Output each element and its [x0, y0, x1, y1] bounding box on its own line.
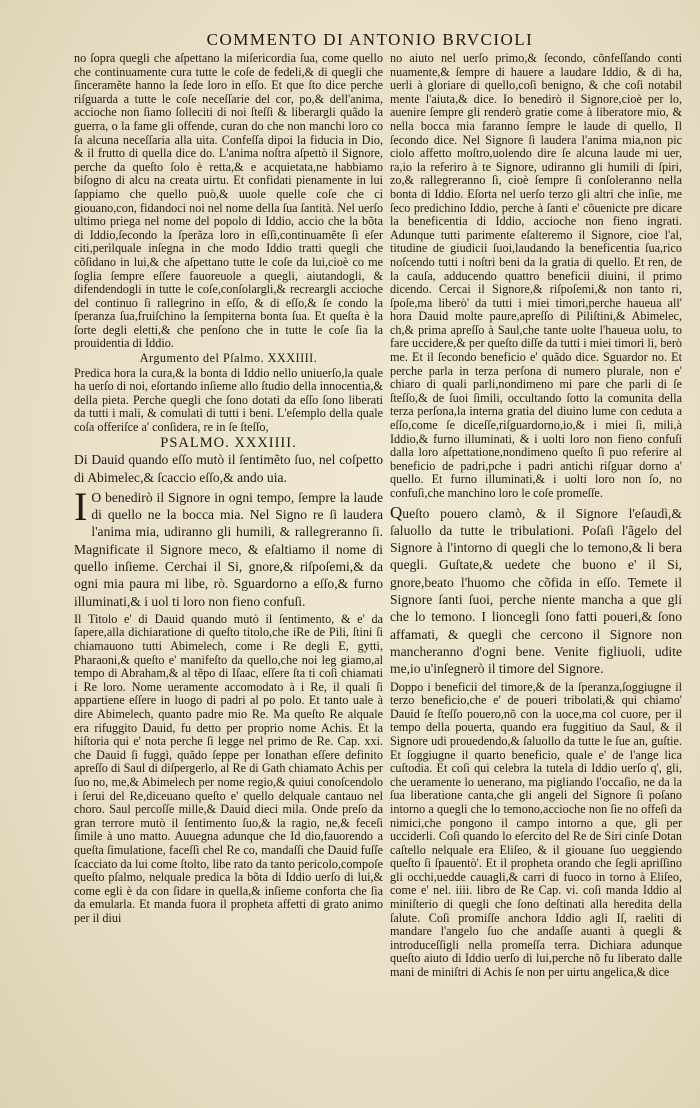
- drop-cap-initial: I: [74, 483, 88, 529]
- psalm-caption: Di Dauid quando eſſo mutò il ſentimẽto ſuo, nel coſpetto di Abimelec,& ſcaccio eſſo,& ando uia.: [74, 452, 383, 485]
- argument-heading: Argumento del Pſalmo. XXXIIII.: [139, 351, 318, 366]
- psalm-verse-block: [390, 504, 682, 678]
- argument-paragraph: Predica hora la cura,& la bonta di Iddio nello uniuerſo,la quale ha uerſo di noi, eſortando inſieme allo ſtudio della innocentia,& della pieta. Perche quegli che ſono dotati da eſſo ſono liberati da tutti i mali, & comulati di tutti i beni. L'eſemplo della quale coſa offeriſce a' conſidera, re in ſe ſteſſo,: [74, 365, 383, 435]
- psalm-title: PSALMO. XXXIIII.: [160, 434, 297, 451]
- left-column: [74, 52, 383, 1082]
- commentary-paragraph-top: no ſopra quegli che aſpettano la miſericordia ſua, come quello che continuamente cura tutte le coſe de fedeli,& di quegli che ſinceramẽte hanno la ſede loro in eſſo. Et que ſto dice perche riſguarda a tutte le coſe neceſſarie del cor, po,& dell'anima, accioche non ſiamo ſolleciti di noi ſteſſi & liberargli quãdo la guerra, o la fame gli offende, curan do che non manchi loro co ſa alcuna neceſſaria alla uita. Confeſſa dipoi la fiducia in Dio, & il frutto di quella dice do. L'anima noſtra aſpettò il Signore, perche da queſto ſolo è retta,& e acquietata,ne habbiamo biſogno di alcu na creata uirtu. Et confidati pienamente in lui ſappiamo che quello può,& uuole quelle coſe che ci giouano,con, fidandoci noi nel nome della ſua ſantità. Nel uerſo ultimo priega nel nome del popolo di Iddio, accio che la bõta di Iddio,ſecondo la ſperãza loro in eſſi,continuamẽte ſi eſer citi,perilquale inſegna in che modo Iddio tratti quegli che cõſidano in lui,& che aſpettano tutte le coſe da lui,cioè co me ſoglia ſempre eſſere fauoreuole a quegli, aiutandogli, & difendendogli in tutte le coſe,conſolargli,& recreargli accioche del continuo ſi rallegrino in eſſo, & di eſſo,& ſe condo la ſperanza ſua,fruiſchino la ſempiterna bonta ſua. Et queſta è la ſorte degli eletti,& che penſono che in tutte le coſe ſia la prouidentia di Iddio.: [74, 52, 383, 351]
- psalm-verse-text: ueſto pouero clamò, & il Signore l'eſaudì,& ſaluollo da tutte le tribulationi. Poſaſi l'ãgelo del Signore à l'intorno di quegli che lo temono,& li bera quegli. Guſtate,& uedete che buono e' il Si, gnore,beato l'huomo che cõfida in eſſo. Temete il Signore ſanti ſuoi, perche niente mancha a que gli che lo temono. I lioncegli ſono fatti poueri,& ſono affamati, & quegli che cercono il Signore non mancheranno d'ogni bene. Venite figliuoli, udite me,io u'inſegnerò il timore del Signore.: [390, 505, 682, 677]
- commentary-paragraph-bottom: Doppo i beneficii del timore,& de la ſperanza,ſoggiugne il terzo beneficio,che e' de poueri tribolati,& qui chiamo' Dauid ſe ſteſſo pouero,nõ con la uoce,ma col cuore, per il tempo della pouerta, quando era fuggitiuo da Saul, & il Signore udi prouedendo,& ſaluollo da tutte le ſue an, guſtie. Et ſoggiugne il quarto beneficio, quale e' de l'ange lica cuſtodia. Et coſi qui celebra la tutela di Iddio uerſo q', gli, che ueramente lo uenerano, ma pigliando l'occaſio, ne da la ſua liberatione canta,che gli angeli del Signore ſi poſano intorno a quegli che lo temono,accioche non ſie no offeſi da nimici,che pongono il campo intorno a que, gli per ucciderli. Coſi quando lo eſercito del Re de Siri cinſe Dotan caſtello nelquale era Eliſeo, & il giouane ſuo ueggiendo queſto ſi ſpauentò'. Et il propheta orando che ſegli apriſſino gli occhi,uedde cauagli,& carri di fuoco in torno à Eliſeo, come e' nel. iiii. libro de Re Cap. vi. coſi manda Iddio al miniſterio di quegli che ſono deſtinati alla heredita della ſalute. Coſi promiſſe anchora Iddio agli Iſ, raeliti di mandare l'angelo ſuo che andaſſe auanti à quegli & introduceſſigli nella promeſſa terra. Dichiara adunque queſto aiuto di Iddio uerſo di lui,perche nõ fu liberato dalle mani de miniſtri di Achis ſe non per uirtu angelica,& dice: [390, 679, 682, 980]
- verse-initial: Q: [390, 502, 403, 522]
- psalm-verse-text: O benedirò il Signore in ogni tempo, ſempre la laude di quello ne la bocca mia. Nel Signo re ſi laudera l'anima mia, udiranno gli humili, & rallegreranno ſi. Magnificate il Signore meco, & eſaltiamo il nome di quello inſieme. Cerchai il Si, gnore,& riſpoſemi,& da ogni mia paura mi libe, rò. Sguardorno a eſſo,& furno illuminati,& i uol ti loro non fieno confuſi.: [74, 489, 383, 609]
- psalm-verse-block: [74, 483, 383, 610]
- right-column: [390, 52, 682, 1082]
- commentary-paragraph-bottom: Il Titolo e' di Dauid quando mutò il ſentimento, & e' da ſapere,alla dichiaratione di queſto titolo,che iRe de Pili, ſtini ſi chiamauono tutti Abimelech, come i Re degli E, gytti, Pharaoni,& queſto e' manifeſto da quello,che noi leg giamo,al tempo di Abraham,& al tẽpo di Iſaac, eſſere ſta ti coſi chiamati i Re loro. Nome ueramente accomodato à i Re, il quali ſi appartiene eſſere in luogo di padri al po polo. Et tanto uale à dire Abimelech, quanto padre mio Re. Ma queſto Re alquale era rifuggito Dauid, fu detto per proprio nome Achis. Et la hiſtoria qui e' nota perche ſi legge nel primo de Re. Cap. xxi. che Dauid ſi fuggì, quãdo ſeppe per Ionathan eſſere definito apreſſo di Saul di diſpergerlo, al Re di Gath chiamato Achis per ſuo no, me,& Abimelech per nome regio,& quiui conoſcendolo i ſerui del Re,diceuano queſto e' quello delquale cantauo nel choro. Saul percoſſe mille,& Dauid dieci mila. Onde preſo da gran terrore mutò il ſentimento ſuo,& la ragio, ne,& feceſi ſimile à uno matto. Auuegna adunque che Id dio,fauorendo a queſta ſimulatione, faceſſi chel Re co, mandaſſi che Dauid fuſſe ſcacciato da lui come ſtolto, libe rato da tanto pericolo,compoſe queſto pſalmo, nelquale predica la bõta di Iddio uerſo di lui,& come egli è da con ſidare in quella,& inſieme conforta che ſia da emularla. Et manda fuora il propheta affetti di grato animo per il diui: [74, 611, 383, 925]
- running-header: COMMENTO DI ANTONIO BRVCIOLI: [206, 30, 534, 49]
- commentary-paragraph-top: no aiuto nel uerſo primo,& ſecondo, cõnfeſſando conti nuamente,& ſempre di hauere a laudare Iddio, & di ha, uerli à gloriare di quello,coſi benigno, & che coſi notabil mente l'aiuta,& dice. Io benedirò il Signore,cioè per lo, auenire ſempre gli renderò gratie come à liberatore mio, & nella bocca mia faranno ſempre le laude di quello, Il ſecondo dice. Nel Signore ſi laudera l'anima mia,non pic ciolo affetto moſtro,uolendo dire ſe alcuna laude mi uer, ra,io la referiro à te Signore, udiranno gli humili di ſpiri, zo,& rallegreranno ſi, cioè ſempre ſi conſoleranno nella bonta di Iddio. Eſorta nel uerſo terzo gli altri che inſie, me ſeco predichino Iddio, perche à ſanti e' cõuenicte pre dicare la beneficentia di Iddio, accioche non fieno ingrati. Adunque tutti parimente eſalteremo il Signore, cioe l'al, titudine de giudicii ſuoi,laudando la beneficentia ſua,rico noſcendo tutti i noſtri beni da la gratia di quello. Et ren, de la cauſa, adducendo quattro beneficii diuini, il primo dicendo. Cercai il Signore,& riſpoſemi,& non tanto ri, ſpoſe,ma liberò' da tutti i miei timori,perche haueua all' hora Dauid molte paure,apreſſo di Piliſtini,& Abimelec, ch,& prima apreſſo à Saul,che tante uolte l'haueua uolu, to fare uccidere,& per queſto diſſe da tutti i miei timori li, berò me. Et il ſecondo beneficio e' quãdo dice. Sguardor no. Et perche parla in terza perſona di numero plurale, non e' chiaro di quali parli,nondimeno mi pare che parli di ſe ſteſſo,& de ſuoi ſimili, occultando ſotto la comunita della terza perſona,la interna gratia del diuino lume con ceduta a eſſo,come ſe diceſſe,riſguardorno,io,& i miei ſi, mili,à Iddio,& furno illuminati, & i uolti loro non fieno confuſi dalla loro aſpettatione,nondimeno queſto ſi puo referire al beneficio de padri,pche i padri antichi riſguar dorno a' quello. Et furno illuminati,& i uolti loro non ſo, no confuſi,che manchino loro le coſe promeſſe.: [390, 52, 682, 500]
